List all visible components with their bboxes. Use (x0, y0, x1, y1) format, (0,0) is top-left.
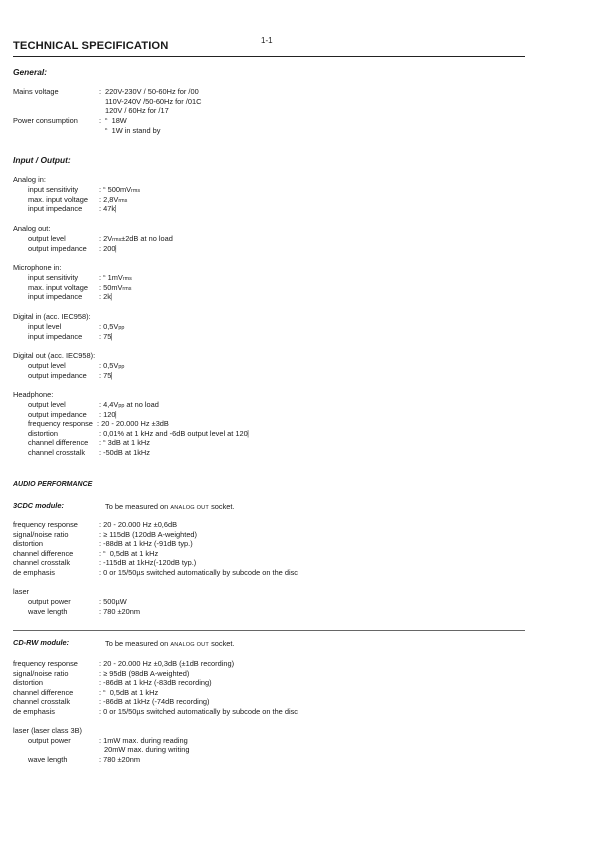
io-heading: Input / Output: (13, 155, 71, 165)
mic-in-impedance-value: : 2k⎸ (99, 292, 119, 301)
value-text: 75 (103, 331, 112, 341)
analog-in-impedance-value: : 47k⎸ (99, 204, 123, 213)
note-prefix: To be measured on (105, 639, 169, 648)
digital-in-title: Digital in (acc. IEC958): (13, 312, 91, 321)
analog-in-title: Analog in: (13, 175, 46, 184)
cdc-crosstalk-label: channel crosstalk (13, 558, 71, 567)
digital-out-level-value: : 0,5Vpp (99, 361, 125, 370)
mains-value-3: 120V / 60Hz for /17 (105, 106, 169, 115)
value-text: 75 (103, 370, 112, 380)
cdc-deemphasis-label: de emphasis (13, 567, 55, 577)
value-text: 120 (103, 409, 116, 419)
headphone-impedance-value: : 120⎸ (99, 409, 123, 419)
colon: : (99, 116, 102, 125)
digital-out-title: Digital out (acc. IEC958): (13, 351, 96, 360)
unit-subscript: rms (112, 237, 122, 243)
value-text: 20 - 20.000 Hz ±0,6dB (103, 520, 178, 529)
cdrw-crosstalk-value: : -86dB at 1kHz (-74dB recording) (99, 697, 210, 706)
cdrw-crosstalk-label: channel crosstalk (13, 697, 71, 706)
note-prefix: To be measured on (105, 502, 169, 511)
mains-voltage-label: Mains voltage (13, 87, 59, 96)
value-suffix: ±2dB at no load (121, 234, 173, 243)
value-text: 20 - 20.000 Hz ±0,3dB (±1dB recording) (103, 659, 235, 668)
section-divider (13, 630, 525, 631)
unit-subscript: pp (118, 325, 125, 331)
digital-in-level-value: : 0,5Vpp (99, 322, 125, 331)
digital-in-impedance-value: : 75⎸ (99, 331, 119, 341)
analog-out-level-label: output level (28, 234, 66, 243)
cdrw-snr-value: : ≥ 95dB (98dB A-weighted) (99, 668, 190, 678)
value-text: ≥ 115dB (120dB A-weighted) (103, 529, 198, 539)
analog-out-level-value: : 2Vrms±2dB at no load (99, 234, 173, 243)
cdrw-freq-value: : 20 - 20.000 Hz ±0,3dB (±1dB recording) (99, 659, 235, 668)
cdrw-deemphasis-label: de emphasis (13, 706, 55, 716)
analog-out-impedance-value: : 200⎸ (99, 243, 123, 253)
mic-in-impedance-label: input impedance (28, 292, 83, 301)
value-text: 1mW max. during reading (103, 735, 188, 745)
cdrw-module-title: CD-RW module: (13, 638, 70, 647)
cdc-crosstalk-value: : -115dB at 1kHz(-120dB typ.) (99, 558, 197, 567)
value-text: 780 ±20nm (103, 754, 141, 764)
value-text: 500mV (107, 185, 132, 194)
power-value-1-text: 18W (111, 116, 127, 125)
value-text: 2k (103, 292, 111, 301)
mic-in-title: Microphone in: (13, 263, 62, 272)
cdrw-wave-length-value: : 780 ±20nm (99, 754, 141, 764)
headphone-level-label: output level (28, 400, 66, 409)
cdc-output-power-value: : 500µW (99, 597, 127, 606)
analog-in-sensitivity-label: input sensitivity (28, 185, 79, 194)
value-text: -115dB at 1kHz(-120dB typ.) (103, 558, 197, 567)
cdrw-measure-note (105, 639, 235, 651)
digital-in-impedance-label: input impedance (28, 331, 83, 341)
headphone-distortion-label: distortion (28, 428, 58, 438)
value-text: -88dB at 1 kHz (-91dB typ.) (103, 539, 193, 548)
page-title: TECHNICAL SPECIFICATION (13, 40, 169, 52)
value-text: 0,5dB at 1 kHz (109, 687, 159, 697)
analog-in-impedance-label: input impedance (28, 204, 83, 213)
cdrw-channel-diff-label: channel difference (13, 687, 74, 697)
cdc-wave-length-value: : 780 ±20nm (99, 606, 141, 616)
unit-subscript: rms (122, 285, 132, 292)
audio-performance-heading: AUDIO PERFORMANCE (13, 481, 93, 488)
note-suffix: socket. (211, 502, 235, 511)
page-number: 1-1 (261, 36, 273, 45)
headphone-level-value: : 4,4Vpp at no load (99, 400, 159, 409)
power-value-2: “ 1W in stand by (105, 125, 161, 135)
cdrw-wave-length-label: wave length (28, 754, 68, 764)
cdc-distortion-value: : -88dB at 1 kHz (-91dB typ.) (99, 539, 193, 548)
cdrw-laser-title: laser (laser class 3B) (13, 726, 82, 735)
cdc-wave-length-label: wave length (28, 606, 68, 616)
analog-out-impedance-label: output impedance (28, 243, 87, 253)
cdrw-output-power-label: output power (28, 735, 71, 745)
unit-subscript: rms (131, 188, 141, 194)
digital-out-impedance-label: output impedance (28, 370, 87, 380)
cdc-module-title: 3CDC module: (13, 501, 64, 510)
value-text: 50mV (103, 282, 123, 292)
analog-out-title: Analog out: (13, 224, 51, 233)
value-text: 4,4V (103, 400, 119, 409)
value-text: 500µW (103, 597, 127, 606)
headphone-freq-value: : 20 - 20.000 Hz ±3dB (97, 419, 169, 428)
value-text: 0,01% at 1 kHz and -6dB output level at 120 (103, 428, 248, 438)
cdc-channel-diff-label: channel difference (13, 548, 74, 558)
socket-name: ANALOG OUT (170, 505, 210, 511)
value-text: 1mV (107, 273, 123, 282)
cdc-freq-label: frequency response (13, 520, 78, 529)
cdrw-output-power-value-2: 20mW max. during writing (104, 745, 190, 754)
value-text: -86dB at 1 kHz (-83dB recording) (103, 678, 212, 687)
mic-in-max-label: max. input voltage (28, 282, 88, 292)
value-text: 2V (103, 234, 113, 243)
value-text: 0,5V (103, 361, 119, 370)
cdrw-snr-label: signal/noise ratio (13, 668, 69, 678)
value-text: 0,5V (103, 322, 119, 331)
analog-in-max-value: : 2,8Vrms (99, 194, 128, 204)
socket-name: ANALOG OUT (170, 642, 210, 648)
power-consumption-label: Power consumption (13, 116, 78, 125)
cdc-channel-diff-value: : “ 0,5dB at 1 kHz (99, 548, 159, 558)
value-text: 200 (103, 243, 116, 253)
power-value-1: “ 18W (105, 116, 127, 125)
value-text: -50dB at 1kHz (103, 447, 150, 457)
cdrw-distortion-label: distortion (13, 678, 43, 687)
digital-out-level-label: output level (28, 361, 66, 370)
mains-value-2: 110V-240V /50-60Hz for /01C (105, 96, 202, 106)
cdc-distortion-label: distortion (13, 539, 43, 548)
cdc-snr-value: : ≥ 115dB (120dB A-weighted) (99, 529, 198, 539)
headphone-channel-diff-value: : “ 3dB at 1 kHz (99, 438, 150, 447)
cdc-snr-label: signal/noise ratio (13, 529, 69, 539)
cdrw-output-power-value-1: : 1mW max. during reading (99, 735, 188, 745)
title-divider (13, 56, 525, 57)
cdc-deemphasis-value: : 0 or 15/50µs switched automatically by subcode on the disc (99, 567, 298, 577)
mains-value-1: 220V-230V / 50-60Hz for /00 (105, 87, 199, 96)
general-heading: General: (13, 67, 47, 77)
cdc-laser-title: laser (13, 587, 30, 596)
value-text: 780 ±20nm (103, 606, 141, 616)
cdrw-freq-label: frequency response (13, 659, 78, 668)
value-text: 20 - 20.000 Hz ±3dB (101, 419, 169, 428)
headphone-channel-diff-label: channel difference (28, 438, 89, 447)
cdrw-deemphasis-value: : 0 or 15/50µs switched automatically by subcode on the disc (99, 706, 298, 716)
headphone-crosstalk-value: : -50dB at 1kHz (99, 447, 150, 457)
cdc-freq-value: : 20 - 20.000 Hz ±0,6dB (99, 520, 178, 529)
headphone-title: Headphone: (13, 390, 54, 399)
cdrw-channel-diff-value: : “ 0,5dB at 1 kHz (99, 687, 159, 697)
unit-subscript: rms (122, 276, 132, 282)
value-text: ≥ 95dB (98dB A-weighted) (103, 668, 190, 678)
cdc-measure-note (105, 502, 235, 514)
cdrw-distortion-value: : -86dB at 1 kHz (-83dB recording) (99, 678, 212, 687)
value-text: 0 or 15/50µs switched automatically by subcode on the disc (103, 706, 298, 716)
headphone-distortion-value: : 0,01% at 1 kHz and -6dB output level at 120⎸ (99, 428, 256, 438)
value-suffix: at no load (126, 400, 159, 409)
note-suffix: socket. (211, 639, 235, 648)
analog-in-max-label: max. input voltage (28, 194, 88, 204)
mic-in-max-value: : 50mVrms (99, 282, 132, 292)
unit-subscript: rms (118, 197, 128, 204)
cdc-output-power-label: output power (28, 597, 71, 606)
unit-subscript: pp (118, 364, 125, 370)
value-text: 0,5dB at 1 kHz (109, 548, 159, 558)
value-text: 47k (103, 204, 116, 213)
mic-in-sensitivity-value: : “ 1mVrms (99, 273, 132, 282)
value-text: 2,8V (103, 194, 119, 204)
digital-out-impedance-value: : 75⎸ (99, 370, 119, 380)
headphone-impedance-label: output impedance (28, 409, 87, 419)
unit-subscript: pp (118, 403, 125, 409)
mic-in-sensitivity-label: input sensitivity (28, 273, 79, 282)
value-text: 3dB at 1 kHz (107, 438, 150, 447)
headphone-freq-label: frequency response (28, 419, 93, 428)
power-value-2-text: 1W in stand by (111, 125, 161, 135)
colon: : (99, 87, 102, 96)
headphone-crosstalk-label: channel crosstalk (28, 447, 86, 457)
value-text: 0 or 15/50µs switched automatically by subcode on the disc (103, 567, 298, 577)
analog-in-sensitivity-value: : “ 500mVrms (99, 185, 141, 194)
digital-in-level-label: input level (28, 322, 62, 331)
value-text: -86dB at 1kHz (-74dB recording) (103, 697, 210, 706)
